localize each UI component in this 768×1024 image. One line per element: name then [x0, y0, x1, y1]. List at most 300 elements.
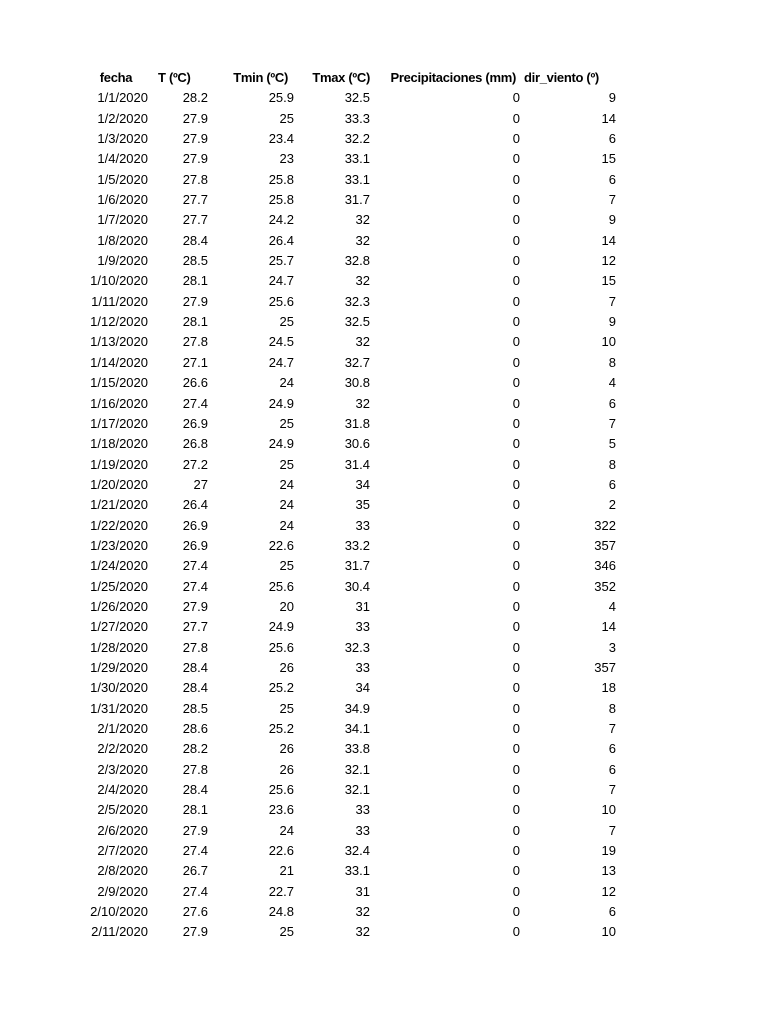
- cell-wind-direction[interactable]: 7: [608, 782, 616, 798]
- cell-wind-direction[interactable]: 10: [601, 334, 616, 350]
- cell-fecha[interactable]: 2/7/2020: [97, 843, 148, 859]
- cell-wind-direction[interactable]: 14: [601, 110, 616, 126]
- table-row: [78, 780, 616, 800]
- cell-precipitation[interactable]: 0: [512, 395, 520, 411]
- table-row: [78, 841, 616, 861]
- cell-tmin[interactable]: 24.5: [268, 334, 294, 350]
- cell-fecha[interactable]: 1/5/2020: [97, 171, 148, 187]
- cell-precipitation[interactable]: 0: [512, 110, 520, 126]
- cell-temperature[interactable]: 27.8: [182, 334, 208, 350]
- cell-precipitation[interactable]: 0: [512, 212, 520, 228]
- table-row: [78, 210, 616, 230]
- cell-fecha[interactable]: 2/5/2020: [97, 802, 148, 818]
- cell-precipitation[interactable]: 0: [512, 192, 520, 208]
- table-row: [78, 170, 616, 190]
- cell-tmax[interactable]: 32: [355, 904, 370, 920]
- cell-wind-direction[interactable]: 12: [601, 253, 616, 269]
- header-precipitation[interactable]: Precipitaciones (mm): [390, 70, 516, 85]
- table-row: [78, 678, 616, 698]
- cell-wind-direction[interactable]: 4: [608, 375, 616, 391]
- cell-wind-direction[interactable]: 6: [608, 761, 616, 777]
- table-row: [78, 902, 616, 922]
- cell-precipitation[interactable]: 0: [512, 659, 520, 675]
- cell-tmin[interactable]: 26: [279, 761, 294, 777]
- cell-tmin[interactable]: 24.9: [268, 436, 294, 452]
- cell-tmin[interactable]: 25: [279, 314, 294, 330]
- cell-tmax[interactable]: 31.8: [344, 415, 370, 431]
- cell-precipitation[interactable]: 0: [512, 151, 520, 167]
- cell-tmax[interactable]: 34.9: [344, 700, 370, 716]
- cell-temperature[interactable]: 26.7: [182, 863, 208, 879]
- cell-wind-direction[interactable]: 7: [608, 822, 616, 838]
- cell-precipitation[interactable]: 0: [512, 619, 520, 635]
- cell-precipitation[interactable]: 0: [512, 761, 520, 777]
- table-row: [78, 800, 616, 820]
- cell-fecha[interactable]: 1/21/2020: [90, 497, 148, 513]
- cell-precipitation[interactable]: 0: [512, 476, 520, 492]
- cell-wind-direction[interactable]: 15: [601, 151, 616, 167]
- cell-tmax[interactable]: 32: [355, 395, 370, 411]
- cell-precipitation[interactable]: 0: [512, 253, 520, 269]
- cell-temperature[interactable]: 28.4: [182, 659, 208, 675]
- cell-wind-direction[interactable]: 14: [601, 232, 616, 248]
- cell-fecha[interactable]: 2/11/2020: [91, 924, 148, 940]
- table-row: [78, 577, 616, 597]
- table-row: [78, 475, 616, 495]
- cell-fecha[interactable]: 1/7/2020: [97, 212, 148, 228]
- cell-fecha[interactable]: 2/9/2020: [97, 883, 148, 899]
- cell-wind-direction[interactable]: 7: [608, 415, 616, 431]
- cell-tmax[interactable]: 32.2: [344, 131, 370, 147]
- cell-wind-direction[interactable]: 5: [608, 436, 616, 452]
- cell-fecha[interactable]: 2/6/2020: [97, 822, 148, 838]
- cell-tmax[interactable]: 33: [355, 659, 370, 675]
- cell-tmin[interactable]: 25.2: [268, 721, 294, 736]
- header-tmin[interactable]: Tmin (ºC): [233, 70, 288, 85]
- cell-fecha[interactable]: 1/16/2020: [90, 395, 148, 411]
- cell-precipitation[interactable]: 0: [512, 537, 520, 553]
- table-row: [78, 129, 616, 149]
- cell-tmin[interactable]: 25.7: [268, 253, 294, 269]
- cell-temperature[interactable]: 27: [193, 476, 208, 492]
- cell-tmax[interactable]: 31.4: [344, 456, 370, 472]
- cell-temperature[interactable]: 27.2: [182, 456, 208, 472]
- cell-wind-direction[interactable]: 7: [608, 721, 616, 736]
- cell-tmin[interactable]: 25: [279, 415, 294, 431]
- cell-tmin[interactable]: 24.7: [268, 273, 294, 289]
- cell-fecha[interactable]: 1/18/2020: [90, 436, 148, 452]
- cell-fecha[interactable]: 1/3/2020: [97, 131, 148, 147]
- table-row: [78, 394, 616, 414]
- cell-wind-direction[interactable]: 9: [608, 90, 616, 106]
- cell-tmin[interactable]: 24: [279, 822, 294, 838]
- cell-fecha[interactable]: 2/2/2020: [97, 741, 148, 757]
- cell-wind-direction[interactable]: 7: [608, 192, 616, 208]
- cell-tmax[interactable]: 32.3: [344, 293, 370, 309]
- cell-temperature[interactable]: 28.1: [182, 273, 208, 289]
- cell-tmax[interactable]: 32: [355, 273, 370, 289]
- cell-tmax[interactable]: 32.7: [344, 354, 370, 370]
- cell-temperature[interactable]: 26.6: [182, 375, 208, 391]
- cell-tmax[interactable]: 33.8: [344, 741, 370, 757]
- cell-tmin[interactable]: 25: [279, 110, 294, 126]
- cell-precipitation[interactable]: 0: [512, 598, 520, 614]
- cell-tmin[interactable]: 25: [279, 456, 294, 472]
- cell-fecha[interactable]: 2/10/2020: [90, 904, 148, 920]
- cell-fecha[interactable]: 1/10/2020: [90, 273, 148, 289]
- cell-tmax[interactable]: 33.3: [344, 110, 370, 126]
- table-row: [78, 821, 616, 841]
- table-row: [78, 312, 616, 332]
- cell-wind-direction[interactable]: 322: [594, 517, 616, 533]
- table-row: [78, 88, 616, 108]
- cell-temperature[interactable]: 27.8: [182, 639, 208, 655]
- cell-tmax[interactable]: 31.7: [344, 192, 370, 208]
- cell-fecha[interactable]: 2/4/2020: [97, 782, 148, 798]
- cell-temperature[interactable]: 27.9: [182, 598, 208, 614]
- cell-wind-direction[interactable]: 10: [601, 924, 616, 940]
- cell-tmax[interactable]: 32.1: [344, 761, 370, 777]
- cell-tmax[interactable]: 34: [355, 476, 370, 492]
- cell-tmin[interactable]: 25.8: [268, 192, 294, 208]
- cell-tmax[interactable]: 33: [355, 802, 370, 818]
- cell-precipitation[interactable]: 0: [512, 558, 520, 574]
- cell-fecha[interactable]: 1/1/2020: [97, 90, 148, 106]
- cell-fecha[interactable]: 1/11/2020: [91, 293, 148, 309]
- cell-precipitation[interactable]: 0: [512, 273, 520, 289]
- cell-tmin[interactable]: 24.9: [268, 619, 294, 635]
- cell-temperature[interactable]: 28.4: [182, 782, 208, 798]
- cell-precipitation[interactable]: 0: [512, 171, 520, 187]
- cell-wind-direction[interactable]: 352: [594, 578, 616, 594]
- cell-wind-direction[interactable]: 6: [608, 476, 616, 492]
- cell-temperature[interactable]: 27.4: [182, 558, 208, 574]
- cell-tmin[interactable]: 24.7: [268, 354, 294, 370]
- cell-precipitation[interactable]: 0: [512, 375, 520, 391]
- table-row: [78, 556, 616, 576]
- cell-temperature[interactable]: 27.9: [182, 131, 208, 147]
- cell-temperature[interactable]: 27.4: [182, 883, 208, 899]
- cell-tmin[interactable]: 22.6: [268, 843, 294, 859]
- table-row: [78, 699, 616, 719]
- cell-precipitation[interactable]: 0: [512, 334, 520, 350]
- cell-temperature[interactable]: 28.5: [182, 700, 208, 716]
- cell-temperature[interactable]: 27.7: [182, 192, 208, 208]
- cell-wind-direction[interactable]: 6: [608, 904, 616, 920]
- cell-wind-direction[interactable]: 357: [594, 537, 616, 553]
- cell-fecha[interactable]: 1/17/2020: [90, 415, 148, 431]
- header-tmax[interactable]: Tmax (ºC): [312, 70, 370, 85]
- table-row: [78, 292, 616, 312]
- cell-fecha[interactable]: 1/31/2020: [90, 700, 148, 716]
- cell-tmin[interactable]: 24.2: [268, 212, 294, 228]
- cell-temperature[interactable]: 27.4: [182, 843, 208, 859]
- cell-tmax[interactable]: 32: [355, 924, 370, 940]
- table-row: [78, 434, 616, 454]
- table-row: [78, 271, 616, 291]
- cell-tmax[interactable]: 33: [355, 619, 370, 635]
- cell-tmin[interactable]: 24: [279, 375, 294, 391]
- cell-temperature[interactable]: 28.2: [182, 90, 208, 106]
- cell-wind-direction[interactable]: 2: [608, 497, 616, 513]
- cell-tmax[interactable]: 33: [355, 517, 370, 533]
- cell-fecha[interactable]: 1/22/2020: [90, 517, 148, 533]
- cell-tmax[interactable]: 32.1: [344, 782, 370, 798]
- cell-precipitation[interactable]: 0: [512, 904, 520, 920]
- cell-fecha[interactable]: 1/2/2020: [97, 110, 148, 126]
- cell-wind-direction[interactable]: 8: [608, 354, 616, 370]
- cell-precipitation[interactable]: 0: [512, 415, 520, 431]
- table-row: [78, 922, 616, 942]
- cell-precipitation[interactable]: 0: [512, 232, 520, 248]
- cell-tmin[interactable]: 20: [279, 598, 294, 614]
- cell-temperature[interactable]: 28.2: [182, 741, 208, 757]
- cell-precipitation[interactable]: 0: [512, 863, 520, 879]
- cell-tmin[interactable]: 24.8: [268, 904, 294, 920]
- cell-wind-direction[interactable]: 9: [608, 314, 616, 330]
- cell-tmin[interactable]: 26: [279, 659, 294, 675]
- cell-tmax[interactable]: 33.1: [344, 151, 370, 167]
- table-row: [78, 882, 616, 902]
- cell-precipitation[interactable]: 0: [512, 782, 520, 798]
- cell-temperature[interactable]: 26.9: [182, 415, 208, 431]
- cell-temperature[interactable]: 27.9: [182, 293, 208, 309]
- cell-temperature[interactable]: 28.5: [182, 253, 208, 269]
- cell-temperature[interactable]: 27.1: [182, 354, 208, 370]
- cell-tmax[interactable]: 34: [355, 680, 370, 696]
- cell-tmax[interactable]: 31: [355, 598, 370, 614]
- cell-wind-direction[interactable]: 6: [608, 395, 616, 411]
- cell-precipitation[interactable]: 0: [512, 497, 520, 513]
- cell-temperature[interactable]: 27.7: [182, 619, 208, 635]
- cell-tmax[interactable]: 33.1: [344, 171, 370, 187]
- cell-fecha[interactable]: 1/19/2020: [90, 456, 148, 472]
- table-row: [78, 597, 616, 617]
- cell-wind-direction[interactable]: 346: [594, 558, 616, 574]
- cell-temperature[interactable]: 26.9: [182, 517, 208, 533]
- cell-tmax[interactable]: 34.1: [344, 721, 370, 736]
- cell-tmax[interactable]: 32.4: [344, 843, 370, 859]
- cell-tmax[interactable]: 32.5: [344, 90, 370, 106]
- cell-temperature[interactable]: 27.9: [182, 110, 208, 126]
- cell-precipitation[interactable]: 0: [512, 293, 520, 309]
- cell-fecha[interactable]: 1/30/2020: [90, 680, 148, 696]
- cell-temperature[interactable]: 28.6: [182, 721, 208, 736]
- cell-tmin[interactable]: 22.6: [268, 537, 294, 553]
- cell-wind-direction[interactable]: 6: [608, 131, 616, 147]
- cell-wind-direction[interactable]: 357: [594, 659, 616, 675]
- cell-tmax[interactable]: 35: [355, 497, 370, 513]
- cell-wind-direction[interactable]: 10: [601, 802, 616, 818]
- table-row: [78, 638, 616, 658]
- cell-tmin[interactable]: 25.8: [268, 171, 294, 187]
- header-fecha[interactable]: fecha: [99, 70, 133, 85]
- cell-tmin[interactable]: 25.9: [268, 90, 294, 106]
- header-row: [78, 68, 616, 88]
- cell-precipitation[interactable]: 0: [512, 436, 520, 452]
- cell-wind-direction[interactable]: 7: [608, 293, 616, 309]
- table-row: [78, 332, 616, 352]
- cell-precipitation[interactable]: 0: [512, 680, 520, 696]
- table-row: [78, 149, 616, 169]
- cell-fecha[interactable]: 1/24/2020: [90, 558, 148, 574]
- cell-precipitation[interactable]: 0: [512, 721, 520, 736]
- cell-fecha[interactable]: 2/1/2020: [97, 721, 148, 736]
- cell-fecha[interactable]: 1/12/2020: [90, 314, 148, 330]
- cell-precipitation[interactable]: 0: [512, 802, 520, 818]
- cell-temperature[interactable]: 26.9: [182, 537, 208, 553]
- cell-fecha[interactable]: 1/14/2020: [90, 354, 148, 370]
- cell-tmax[interactable]: 32.5: [344, 314, 370, 330]
- table-row: [78, 760, 616, 780]
- cell-fecha[interactable]: 2/3/2020: [97, 761, 148, 777]
- header-temperature[interactable]: T (ºC): [158, 70, 191, 85]
- cell-tmin[interactable]: 22.7: [268, 883, 294, 899]
- cell-wind-direction[interactable]: 15: [601, 273, 616, 289]
- cell-tmax[interactable]: 33.1: [344, 863, 370, 879]
- table-row: [78, 455, 616, 475]
- cell-fecha[interactable]: 1/27/2020: [90, 619, 148, 635]
- spreadsheet: [0, 68, 768, 943]
- cell-tmax[interactable]: 30.4: [344, 578, 370, 594]
- cell-temperature[interactable]: 27.9: [182, 822, 208, 838]
- cell-precipitation[interactable]: 0: [512, 700, 520, 716]
- cell-fecha[interactable]: 1/20/2020: [90, 476, 148, 492]
- cell-precipitation[interactable]: 0: [512, 354, 520, 370]
- cell-wind-direction[interactable]: 6: [608, 741, 616, 757]
- cell-temperature[interactable]: 27.8: [182, 171, 208, 187]
- cell-wind-direction[interactable]: 13: [601, 863, 616, 879]
- cell-precipitation[interactable]: 0: [512, 517, 520, 533]
- cell-tmin[interactable]: 25: [279, 924, 294, 940]
- cell-fecha[interactable]: 1/28/2020: [90, 639, 148, 655]
- cell-fecha[interactable]: 1/6/2020: [97, 192, 148, 208]
- cell-tmin[interactable]: 24: [279, 476, 294, 492]
- cell-temperature[interactable]: 27.4: [182, 395, 208, 411]
- cell-temperature[interactable]: 28.4: [182, 680, 208, 696]
- cell-wind-direction[interactable]: 9: [608, 212, 616, 228]
- cell-temperature[interactable]: 27.6: [182, 904, 208, 920]
- table-row: [78, 861, 616, 881]
- cell-wind-direction[interactable]: 6: [608, 171, 616, 187]
- cell-fecha[interactable]: 1/8/2020: [97, 232, 148, 248]
- cell-precipitation[interactable]: 0: [512, 578, 520, 594]
- cell-temperature[interactable]: 28.1: [182, 314, 208, 330]
- cell-fecha[interactable]: 1/29/2020: [90, 659, 148, 675]
- cell-tmin[interactable]: 26: [279, 741, 294, 757]
- cell-tmin[interactable]: 23.4: [268, 131, 294, 147]
- cell-fecha[interactable]: 1/15/2020: [90, 375, 148, 391]
- cell-wind-direction[interactable]: 8: [608, 456, 616, 472]
- cell-wind-direction[interactable]: 3: [608, 639, 616, 655]
- cell-tmax[interactable]: 32: [355, 212, 370, 228]
- cell-precipitation[interactable]: 0: [512, 822, 520, 838]
- table-body: [78, 88, 616, 942]
- cell-wind-direction[interactable]: 18: [601, 680, 616, 696]
- cell-precipitation[interactable]: 0: [512, 456, 520, 472]
- cell-precipitation[interactable]: 0: [512, 843, 520, 859]
- cell-tmax[interactable]: 30.6: [344, 436, 370, 452]
- cell-temperature[interactable]: 27.9: [182, 924, 208, 940]
- cell-fecha[interactable]: 1/25/2020: [90, 578, 148, 594]
- table-row: [78, 719, 616, 739]
- cell-temperature[interactable]: 28.4: [182, 232, 208, 248]
- cell-tmax[interactable]: 30.8: [344, 375, 370, 391]
- table-row: [78, 414, 616, 434]
- table-row: [78, 373, 616, 393]
- weather-data-table: [78, 68, 616, 943]
- cell-tmin[interactable]: 25.2: [268, 680, 294, 696]
- cell-fecha[interactable]: 2/8/2020: [97, 863, 148, 879]
- cell-precipitation[interactable]: 0: [512, 90, 520, 106]
- header-wind-direction[interactable]: dir_viento (º): [524, 70, 599, 85]
- cell-precipitation[interactable]: 0: [512, 314, 520, 330]
- cell-fecha[interactable]: 1/13/2020: [90, 334, 148, 350]
- cell-tmax[interactable]: 32: [355, 334, 370, 350]
- cell-tmax[interactable]: 33: [355, 822, 370, 838]
- cell-tmin[interactable]: 25: [279, 558, 294, 574]
- cell-tmin[interactable]: 25.6: [268, 578, 294, 594]
- cell-precipitation[interactable]: 0: [512, 639, 520, 655]
- cell-temperature[interactable]: 28.1: [182, 802, 208, 818]
- cell-tmin[interactable]: 26.4: [268, 232, 294, 248]
- cell-temperature[interactable]: 26.8: [182, 436, 208, 452]
- cell-tmin[interactable]: 23: [279, 151, 294, 167]
- cell-tmax[interactable]: 32.3: [344, 639, 370, 655]
- cell-wind-direction[interactable]: 19: [601, 843, 616, 859]
- cell-tmax[interactable]: 31: [355, 883, 370, 899]
- cell-tmax[interactable]: 32.8: [344, 253, 370, 269]
- cell-temperature[interactable]: 27.9: [182, 151, 208, 167]
- table-row: [78, 495, 616, 515]
- cell-fecha[interactable]: 1/23/2020: [90, 537, 148, 553]
- table-row: [78, 658, 616, 678]
- cell-tmin[interactable]: 23.6: [268, 802, 294, 818]
- table-row: [78, 353, 616, 373]
- cell-temperature[interactable]: 27.4: [182, 578, 208, 594]
- cell-tmax[interactable]: 31.7: [344, 558, 370, 574]
- cell-precipitation[interactable]: 0: [512, 131, 520, 147]
- table-row: [78, 109, 616, 129]
- cell-precipitation[interactable]: 0: [512, 924, 520, 940]
- cell-temperature[interactable]: 27.8: [182, 761, 208, 777]
- cell-fecha[interactable]: 1/9/2020: [97, 253, 148, 269]
- table-row: [78, 190, 616, 210]
- cell-tmin[interactable]: 25.6: [268, 782, 294, 798]
- cell-fecha[interactable]: 1/4/2020: [97, 151, 148, 167]
- cell-precipitation[interactable]: 0: [512, 883, 520, 899]
- cell-tmin[interactable]: 24: [279, 517, 294, 533]
- cell-fecha[interactable]: 1/26/2020: [90, 598, 148, 614]
- cell-tmin[interactable]: 24.9: [268, 395, 294, 411]
- cell-tmax[interactable]: 33.2: [344, 537, 370, 553]
- cell-tmin[interactable]: 21: [279, 863, 294, 879]
- cell-temperature[interactable]: 26.4: [182, 497, 208, 513]
- cell-wind-direction[interactable]: 12: [601, 883, 616, 899]
- table-row: [78, 536, 616, 556]
- cell-tmin[interactable]: 24: [279, 497, 294, 513]
- cell-precipitation[interactable]: 0: [512, 741, 520, 757]
- cell-wind-direction[interactable]: 14: [601, 619, 616, 635]
- cell-tmin[interactable]: 25: [279, 700, 294, 716]
- cell-tmin[interactable]: 25.6: [268, 293, 294, 309]
- cell-wind-direction[interactable]: 8: [608, 700, 616, 716]
- cell-temperature[interactable]: 27.7: [182, 212, 208, 228]
- cell-tmax[interactable]: 32: [355, 232, 370, 248]
- cell-wind-direction[interactable]: 4: [608, 598, 616, 614]
- cell-tmin[interactable]: 25.6: [268, 639, 294, 655]
- table-row: [78, 739, 616, 759]
